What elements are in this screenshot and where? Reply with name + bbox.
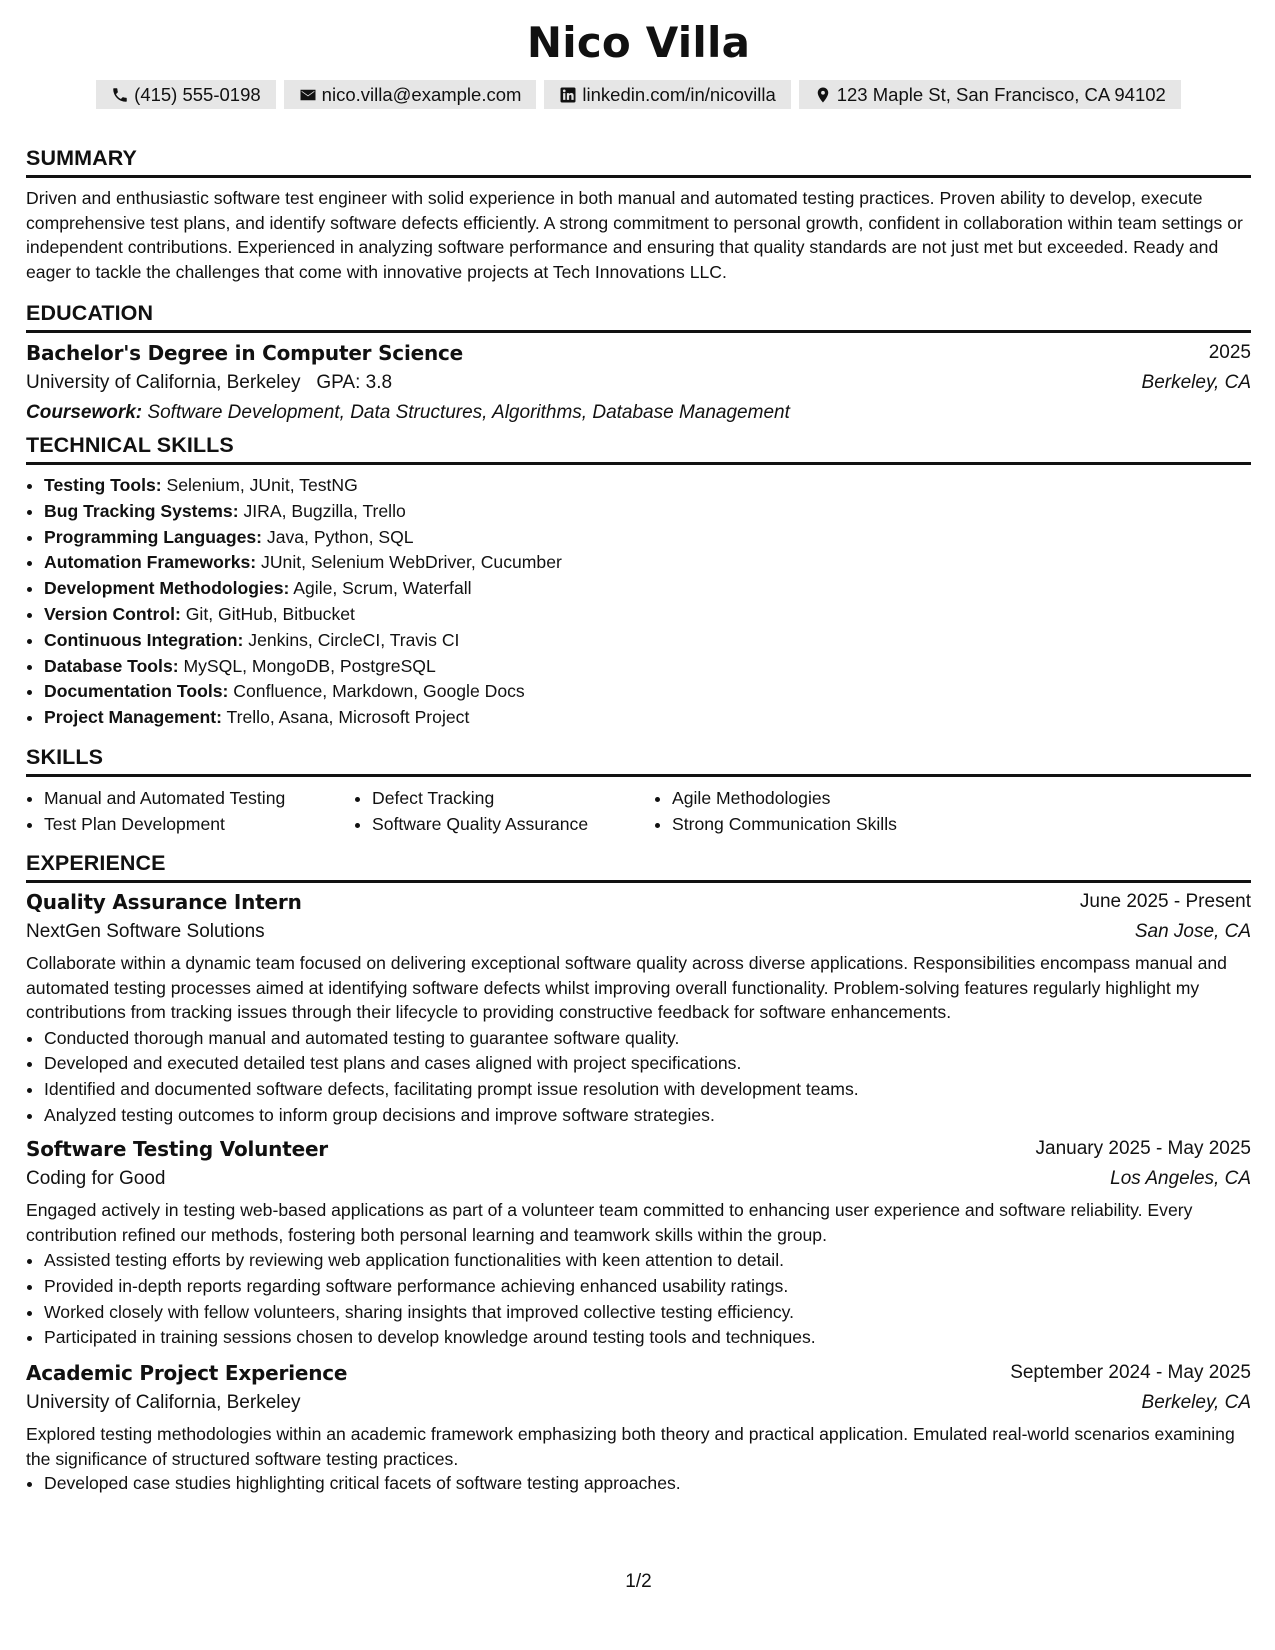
school-name: University of California, Berkeley	[26, 372, 301, 393]
coursework-label: Coursework:	[26, 402, 143, 423]
skill-item: • Agile Methodologies	[672, 785, 932, 811]
skills-column	[654, 785, 932, 837]
summary-text: Driven and enthusiastic software test engineer with solid experience in both manual and automated testing practices. Proven ability to develop, execute comprehensive test plans, and identify software defects efficiently. A strong commitment to personal growth, confident in collaboration within team settings or independent contributions. Experienced in analyzing software performance and ensuring that quality standards are not just met but exceeded. Ready and eager to tackle the challenges that come with innovative projects at Tech Innovations LLC.	[26, 188, 1243, 282]
job-dates: January 2025 - May 2025	[1035, 1138, 1251, 1159]
technical-skill-item	[44, 550, 1251, 576]
job-entry	[26, 1137, 1251, 1351]
skills-heading: SKILLS	[26, 745, 1251, 777]
job-company: Coding for Good	[26, 1168, 166, 1189]
job-dates: June 2025 - Present	[1079, 891, 1251, 912]
school-location: Berkeley, CA	[1141, 372, 1251, 393]
skills-column	[354, 785, 634, 837]
technical-skill-value: Trello, Asana, Microsoft Project	[226, 707, 470, 728]
contact-bar	[26, 80, 1251, 109]
skills-grid	[26, 785, 1251, 837]
job-bullet: • Participated in training sessions chosen to develop knowledge around testing tools and techniques.	[44, 1325, 1251, 1351]
job-bullet: • Worked closely with fellow volunteers, sharing insights that improved collective testing efficiency.	[44, 1300, 1251, 1326]
education-heading: EDUCATION	[26, 301, 1251, 333]
technical-skill-item	[44, 628, 1251, 654]
candidate-name: Nico Villa	[526, 18, 751, 67]
skill-item: • Manual and Automated Testing	[44, 785, 334, 811]
technical-skill-item	[44, 576, 1251, 602]
technical-skill-item	[44, 679, 1251, 705]
summary-heading: SUMMARY	[26, 146, 1251, 178]
job-company: University of California, Berkeley	[26, 1392, 301, 1413]
envelope-icon	[299, 86, 317, 104]
job-description: Engaged actively in testing web-based applications as part of a volunteer team committed to enhancing user experience and software reliability. Every contribution refined our methods, fostering both personal learning and teamwork skills within the group.	[26, 1200, 1193, 1245]
job-entry	[26, 1361, 1251, 1497]
technical-skill-value: Java, Python, SQL	[266, 526, 414, 547]
job-company: NextGen Software Solutions	[26, 921, 265, 942]
contact-email[interactable]	[284, 80, 537, 109]
school-line	[26, 371, 392, 401]
job-bullet: • Developed and executed detailed test plans and cases aligned with project specifications.	[44, 1051, 1251, 1077]
contact-phone[interactable]	[96, 80, 276, 109]
coursework-line	[26, 401, 1251, 431]
technical-skill-item	[44, 525, 1251, 551]
technical-skill-label: Automation Frameworks:	[44, 552, 257, 573]
resume-page	[26, 0, 1251, 1650]
linkedin-icon	[559, 86, 577, 104]
education-entry	[26, 341, 1251, 431]
job-bullet: • Analyzed testing outcomes to inform group decisions and improve software strategies.	[44, 1103, 1251, 1129]
technical-skills-list	[26, 473, 1251, 731]
technical-skill-item	[44, 654, 1251, 680]
job-role: Software Testing Volunteer	[26, 1137, 328, 1161]
technical-skill-item	[44, 499, 1251, 525]
job-bullet: • Identified and documented software defects, facilitating prompt issue resolution with development teams.	[44, 1077, 1251, 1103]
contact-phone-text: (415) 555-0198	[134, 84, 261, 105]
job-bullet: • Conducted thorough manual and automated testing to guarantee software quality.	[44, 1026, 1251, 1052]
technical-skill-label: Programming Languages:	[44, 526, 262, 547]
technical-skill-item	[44, 705, 1251, 731]
technical-skill-value: Agile, Scrum, Waterfall	[293, 578, 472, 599]
contact-address	[799, 80, 1181, 109]
experience-heading: EXPERIENCE	[26, 851, 1251, 883]
technical-skill-item	[44, 473, 1251, 499]
map-pin-icon	[814, 86, 832, 104]
job-location: Los Angeles, CA	[1110, 1168, 1251, 1189]
technical-skill-label: Documentation Tools:	[44, 681, 229, 702]
technical-skill-label: Bug Tracking Systems:	[44, 500, 239, 521]
skills-column	[26, 785, 334, 837]
technical-skill-value: Selenium, JUnit, TestNG	[166, 475, 358, 495]
technical-skill-value: JIRA, Bugzilla, Trello	[243, 500, 406, 521]
skill-item: • Defect Tracking	[372, 785, 634, 811]
phone-icon	[111, 86, 129, 104]
job-location: Berkeley, CA	[1141, 1392, 1251, 1413]
technical-skill-item	[44, 602, 1251, 628]
technical-skill-value: Jenkins, CircleCI, Travis CI	[248, 629, 460, 650]
degree-title: Bachelor's Degree in Computer Science	[26, 341, 464, 365]
technical-skill-label: Version Control:	[44, 603, 181, 624]
job-bullets	[26, 1248, 1251, 1351]
coursework-text: Software Development, Data Structures, Algorithms, Database Management	[147, 402, 790, 423]
contact-linkedin-text: linkedin.com/in/nicovilla	[582, 84, 776, 105]
job-bullets	[26, 1471, 1251, 1497]
graduation-year: 2025	[1208, 342, 1251, 363]
technical-skill-value: Confluence, Markdown, Google Docs	[233, 681, 525, 702]
technical-skill-value: Git, GitHub, Bitbucket	[185, 603, 355, 624]
job-location: San Jose, CA	[1134, 921, 1251, 942]
job-bullet: • Developed case studies highlighting critical facets of software testing approaches.	[44, 1471, 1251, 1497]
job-description: Collaborate within a dynamic team focused on delivering exceptional software quality across diverse applications. Responsibilities encompass manual and automated testing processes aimed at identifying software defects whilst improving overall functionality. Problem-solving features regularly highlight my contributions from tracking issues through their lifecycle to providing constructive feedback for software enhancements.	[26, 953, 1227, 1022]
job-dates: September 2024 - May 2025	[1010, 1362, 1251, 1383]
job-bullets	[26, 1026, 1251, 1129]
technical-skill-label: Continuous Integration:	[44, 629, 244, 650]
contact-linkedin[interactable]	[544, 80, 790, 109]
job-description: Explored testing methodologies within an academic framework emphasizing both theory and practical application. Emulated real-world scenarios examining the significance of structured software testing practices.	[26, 1424, 1235, 1469]
skill-item: • Software Quality Assurance	[372, 811, 634, 837]
job-bullet: • Provided in-depth reports regarding software performance achieving enhanced usability ratings.	[44, 1274, 1251, 1300]
technical-skill-label: Development Methodologies:	[44, 578, 290, 599]
contact-email-text: nico.villa@example.com	[321, 84, 522, 105]
job-entry	[26, 890, 1251, 1129]
contact-address-text: 123 Maple St, San Francisco, CA 94102	[836, 84, 1166, 105]
page-number: 1/2	[625, 1571, 652, 1592]
job-role: Academic Project Experience	[26, 1361, 348, 1385]
technical-skill-label: Testing Tools:	[44, 475, 162, 495]
technical-skill-value: MySQL, MongoDB, PostgreSQL	[183, 655, 436, 676]
skill-item: • Strong Communication Skills	[672, 811, 932, 837]
skill-item: • Test Plan Development	[44, 811, 334, 837]
technical-skill-value: JUnit, Selenium WebDriver, Cucumber	[261, 552, 562, 573]
job-bullet: • Assisted testing efforts by reviewing web application functionalities with keen attention to detail.	[44, 1248, 1251, 1274]
technical-skill-label: Database Tools:	[44, 655, 179, 676]
gpa: GPA: 3.8	[316, 372, 393, 393]
job-role: Quality Assurance Intern	[26, 890, 302, 914]
technical-skill-label: Project Management:	[44, 707, 222, 728]
technical-skills-heading: TECHNICAL SKILLS	[26, 433, 1251, 465]
